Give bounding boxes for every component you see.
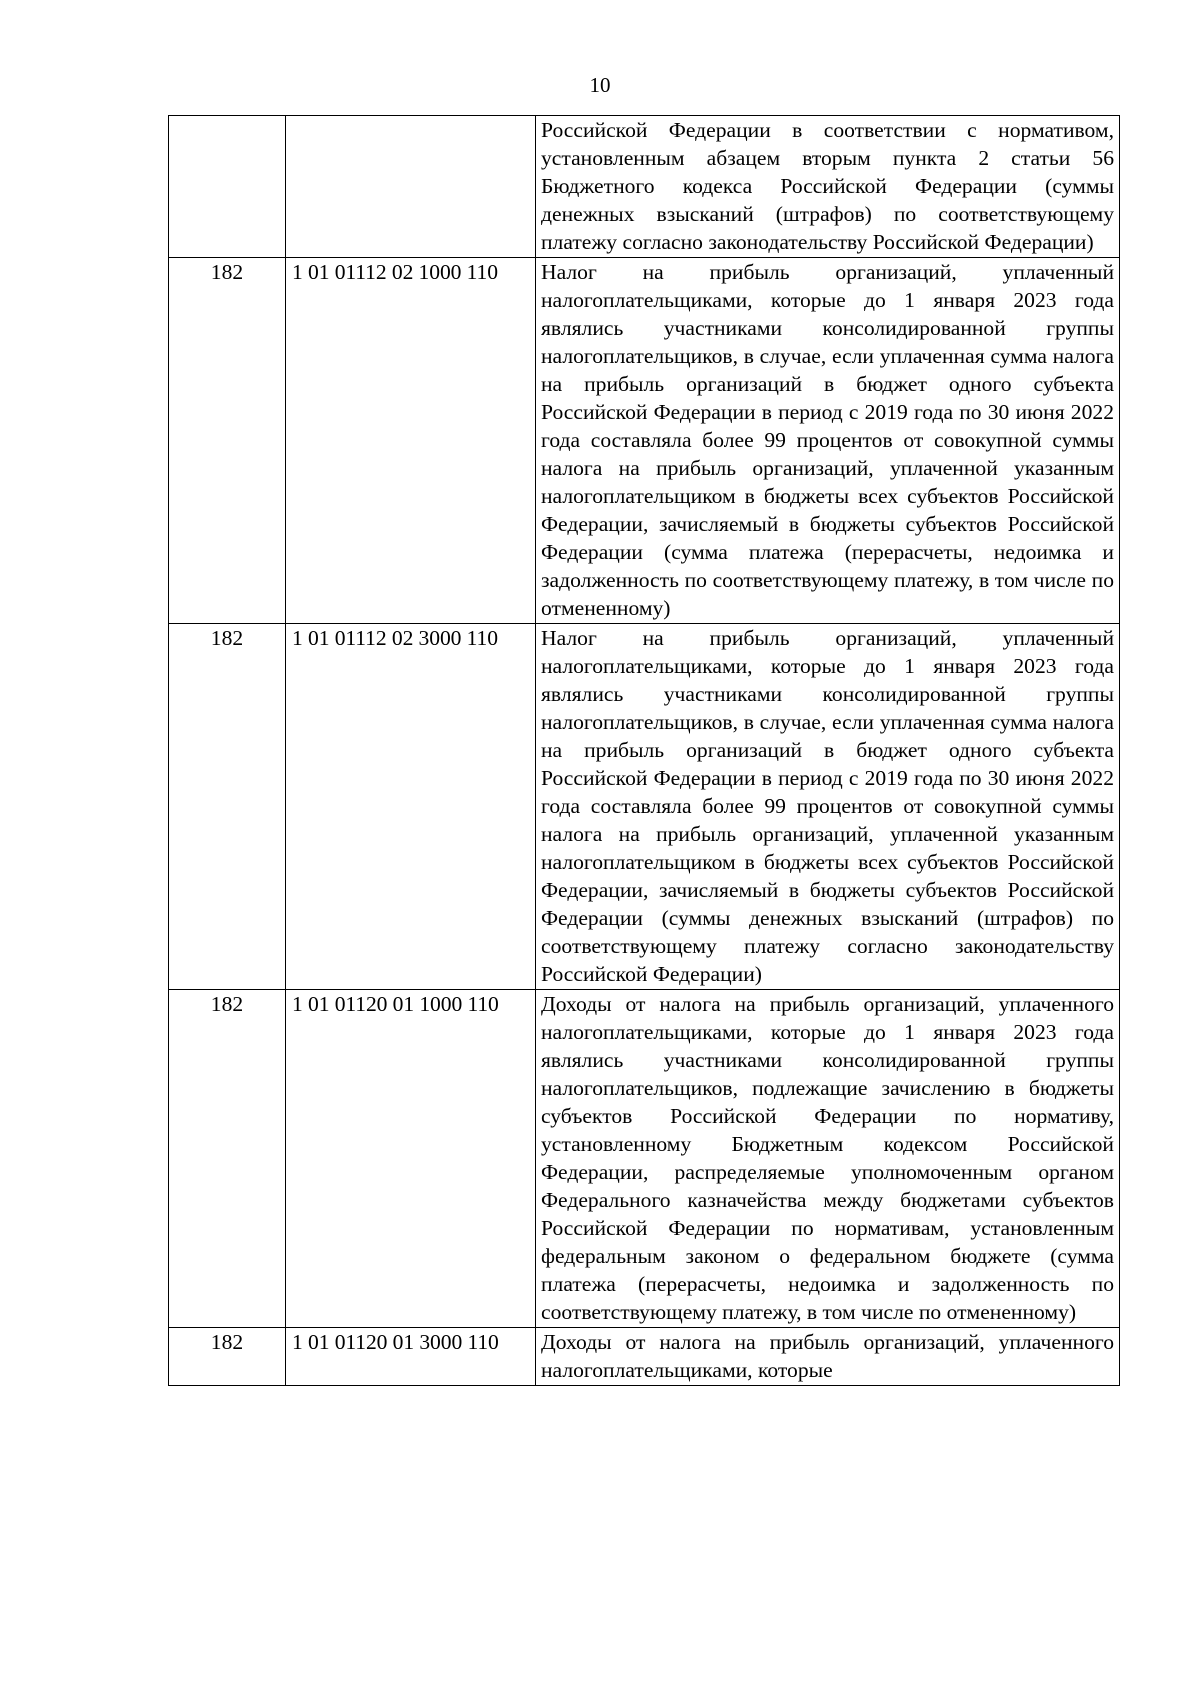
table-row	[169, 116, 1120, 258]
revenue-name-cell: Налог на прибыль организаций, уплаченный налогоплательщиками, которые до 1 января 2023 года являлись участниками консолидированной группы налогоплательщиков, в случае, если уплаченная сумма налога на прибыль организаций в бюджет одного субъекта Российской Федерации в период с 2019 года по 30 июня 2022 года составляла более 99 процентов от совокупной суммы налога на прибыль организаций, уплаченной указанным налогоплательщиком в бюджеты всех субъектов Российской Федерации, зачисляемый в бюджеты субъектов Российской Федерации (суммы денежных взысканий (штрафов) по соответствующему платежу согласно законодательству Российской Федерации)	[536, 624, 1120, 990]
revenue-name-cell: Доходы от налога на прибыль организаций, уплаченного налогоплательщиками, которые до 1 января 2023 года являлись участниками консолидированной группы налогоплательщиков, подлежащие зачислению в бюджеты субъектов Российской Федерации по нормативу, установленному Бюджетным кодексом Российской Федерации, распределяемые уполномоченным органом Федерального казначейства между бюджетами субъектов Российской Федерации по нормативам, установленным федеральным законом о федеральном бюджете (сумма платежа (перерасчеты, недоимка и задолженность по соответствующему платежу, в том числе по отмененному)	[536, 990, 1120, 1328]
budget-code-cell: 1 01 01112 02 3000 110	[286, 624, 536, 990]
admin-code-cell	[169, 116, 286, 258]
budget-code-cell: 1 01 01120 01 3000 110	[286, 1328, 536, 1386]
revenue-name-cell: Налог на прибыль организаций, уплаченный налогоплательщиками, которые до 1 января 2023 года являлись участниками консолидированной группы налогоплательщиков, в случае, если уплаченная сумма налога на прибыль организаций в бюджет одного субъекта Российской Федерации в период с 2019 года по 30 июня 2022 года составляла более 99 процентов от совокупной суммы налога на прибыль организаций, уплаченной указанным налогоплательщиком в бюджеты всех субъектов Российской Федерации, зачисляемый в бюджеты субъектов Российской Федерации (сумма платежа (перерасчеты, недоимка и задолженность по соответствующему платежу, в том числе по отмененному)	[536, 258, 1120, 624]
budget-code-cell	[286, 116, 536, 258]
budget-code-cell: 1 01 01112 02 1000 110	[286, 258, 536, 624]
page-number: 10	[589, 73, 611, 97]
admin-code-cell: 182	[169, 624, 286, 990]
budget-classification-table	[168, 115, 1120, 1386]
admin-code-cell: 182	[169, 1328, 286, 1386]
table-row	[169, 624, 1120, 990]
admin-code-cell: 182	[169, 258, 286, 624]
table-row	[169, 990, 1120, 1328]
table-row	[169, 258, 1120, 624]
table-row	[169, 1328, 1120, 1386]
revenue-name-cell: Российской Федерации в соответствии с нормативом, установленным абзацем вторым пункта 2 статьи 56 Бюджетного кодекса Российской Федерации (суммы денежных взысканий (штрафов) по соответствующему платежу согласно законодательству Российской Федерации)	[536, 116, 1120, 258]
budget-code-cell: 1 01 01120 01 1000 110	[286, 990, 536, 1328]
revenue-name-cell: Доходы от налога на прибыль организаций, уплаченного налогоплательщиками, которые	[536, 1328, 1120, 1386]
admin-code-cell: 182	[169, 990, 286, 1328]
